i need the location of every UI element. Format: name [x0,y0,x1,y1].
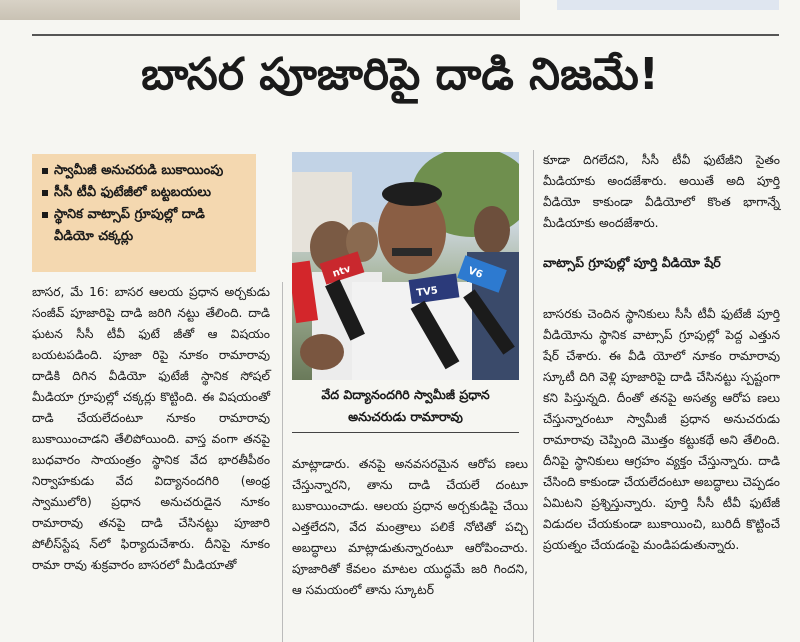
highlight-text: సీసీ టీవీ ఫుటేజీలో బట్టబయలు [54,185,211,200]
previous-article-image-strip [0,0,520,20]
previous-article-box-strip [557,0,779,10]
photo-caption: వేద విద్యానందగిరి స్వామీజీ ప్రధాన అనుచరుడు రామారావు [321,387,490,424]
subheading: వాట్సాప్ గ్రూపుల్లో పూర్తి వీడియో షేర్ [543,255,721,270]
article-column-3-top [543,150,780,234]
article-paragraph: కూడా దిగలేదని, సీసీ టీవీ ఫుటేజీని సైతం మీడియాకు అందజేశారు. అయితే అది పూర్తి వీడియో కాకుండా వీడియోలో కొంత భాగాన్నే మీడియాకు అందజేశారు. [543,153,780,230]
highlight-text: స్వామీజీ అనుచరుడి బుకాయింపు [54,163,224,178]
highlight-item [40,182,248,204]
headline: బాసర పూజారిపై దాడి నిజమే! [141,49,659,100]
highlight-text: స్థానిక వాట్సాప్ గ్రూపుల్లో దాడి వీడియో చక్కర్లు [54,207,205,244]
column-divider [533,150,534,642]
article-photo [292,152,519,380]
bullet-icon [42,212,48,218]
article-paragraph: బాసర, మే 16: బాసర ఆలయ ప్రధాన అర్చకుడు సంజీవ్ పూజారిపై దాడి జరిగి నట్టు తేలింది. దాడి ఘటన సీసీ టీవీ ఫుటే జీతో ఆ విషయం బయటపడింది. పూజా రిపై నూకం రామారావు దాడికి దిగిన వీడియో ఫుటేజీ స్థానిక సోషల్ మీడియా గ్రూపుల్లో చక్కర్లు కొట్టింది. ఈ విషయంతో దాడి చేయలేదంటూ నూకం రామారావు బుకాయించాడని తేలిపోయింది. వాస్త వంగా తనపై బుధవారం సాయంత్రం స్థానిక వేద భారతీపీఠం నిర్వాహకుడు వేద విద్యానందగిరి (అంధ్ర స్వాములోరి) ప్రధాన అనుచరుడైన నూకం రామారావు తనపై దాడి చేసినట్టు పూజారి పోలీస్‌స్టేష న్‌లో ఫిర్యాదుచేశారు. దీనిపై నూకం రామా రావు శుక్రవారం బాసరలో మీడియాతో [32,285,270,572]
article-column-3-bottom [543,304,780,556]
highlights-box [32,154,256,272]
bullet-icon [42,168,48,174]
article-column-1 [32,282,270,576]
mic-brand: TV5 [415,285,439,300]
mic-brand: V6 [466,265,485,281]
mic-brand: ntv [331,263,353,280]
article-paragraph: మాట్లాడారు. తనపై అనవసరమైన ఆరోప ణలు చేస్తున్నారని, తాను దాడి చేయలే దంటూ బుకాయించాడు. ఆలయ ప్రధాన అర్చకుడిపై చేయి ఎత్తలేదని, వేద మంత్రాలు పలికే నోటితో పచ్చి అబద్ధాలు మాట్లాడుతున్నారంటూ ఆరోపించారు. పూజారితో కేవలం మాటల యుద్ధమే జరి గిందని, ఆ సమయంలో తాను స్కూటర్ [292,457,528,597]
photo-illustration [292,152,519,380]
bullet-icon [42,190,48,196]
caption-divider [292,432,519,433]
highlight-item [40,160,248,182]
highlight-item [40,204,248,248]
top-divider [32,34,779,36]
column-divider [282,282,283,642]
article-column-2 [292,454,528,601]
article-paragraph: బాసరకు చెందిన స్థానికులు సీసీ టీవీ ఫుటేజీ పూర్తి వీడియోను స్థానిక వాట్సాప్ గ్రూపుల్లో పెద్ద ఎత్తున షేర్ చేశారు. ఈ వీడి యోలో నూకం రామారావు స్కూటీ దిగి వెళ్లి పూజారిపై దాడి చేసినట్టు స్పష్టంగా కని పిస్తున్నది. దీంతో తనపై అసత్య ఆరోప ణలు చేస్తున్నారంటూ స్వామీజీ ప్రధాన అనుచరుడు రామారావు చెప్పింది మొత్తం కట్టుకథే అని తేలింది. దీనిపై స్థానికులు ఆగ్రహం వ్యక్తం చేస్తున్నారు. దాడి చేసింది కాకుండా చేయలేదంటూ అబద్ధాలు చెప్పడం ఏమిటని ప్రశ్నిస్తున్నారు. పూర్తి సీసీ టీవీ ఫుటేజీ విడుదల చేయకుండా బుకాయించి, బురిదీ కొట్టించే ప్రయత్నం చేయడంపై మండిపడుతున్నారు. [543,307,780,552]
